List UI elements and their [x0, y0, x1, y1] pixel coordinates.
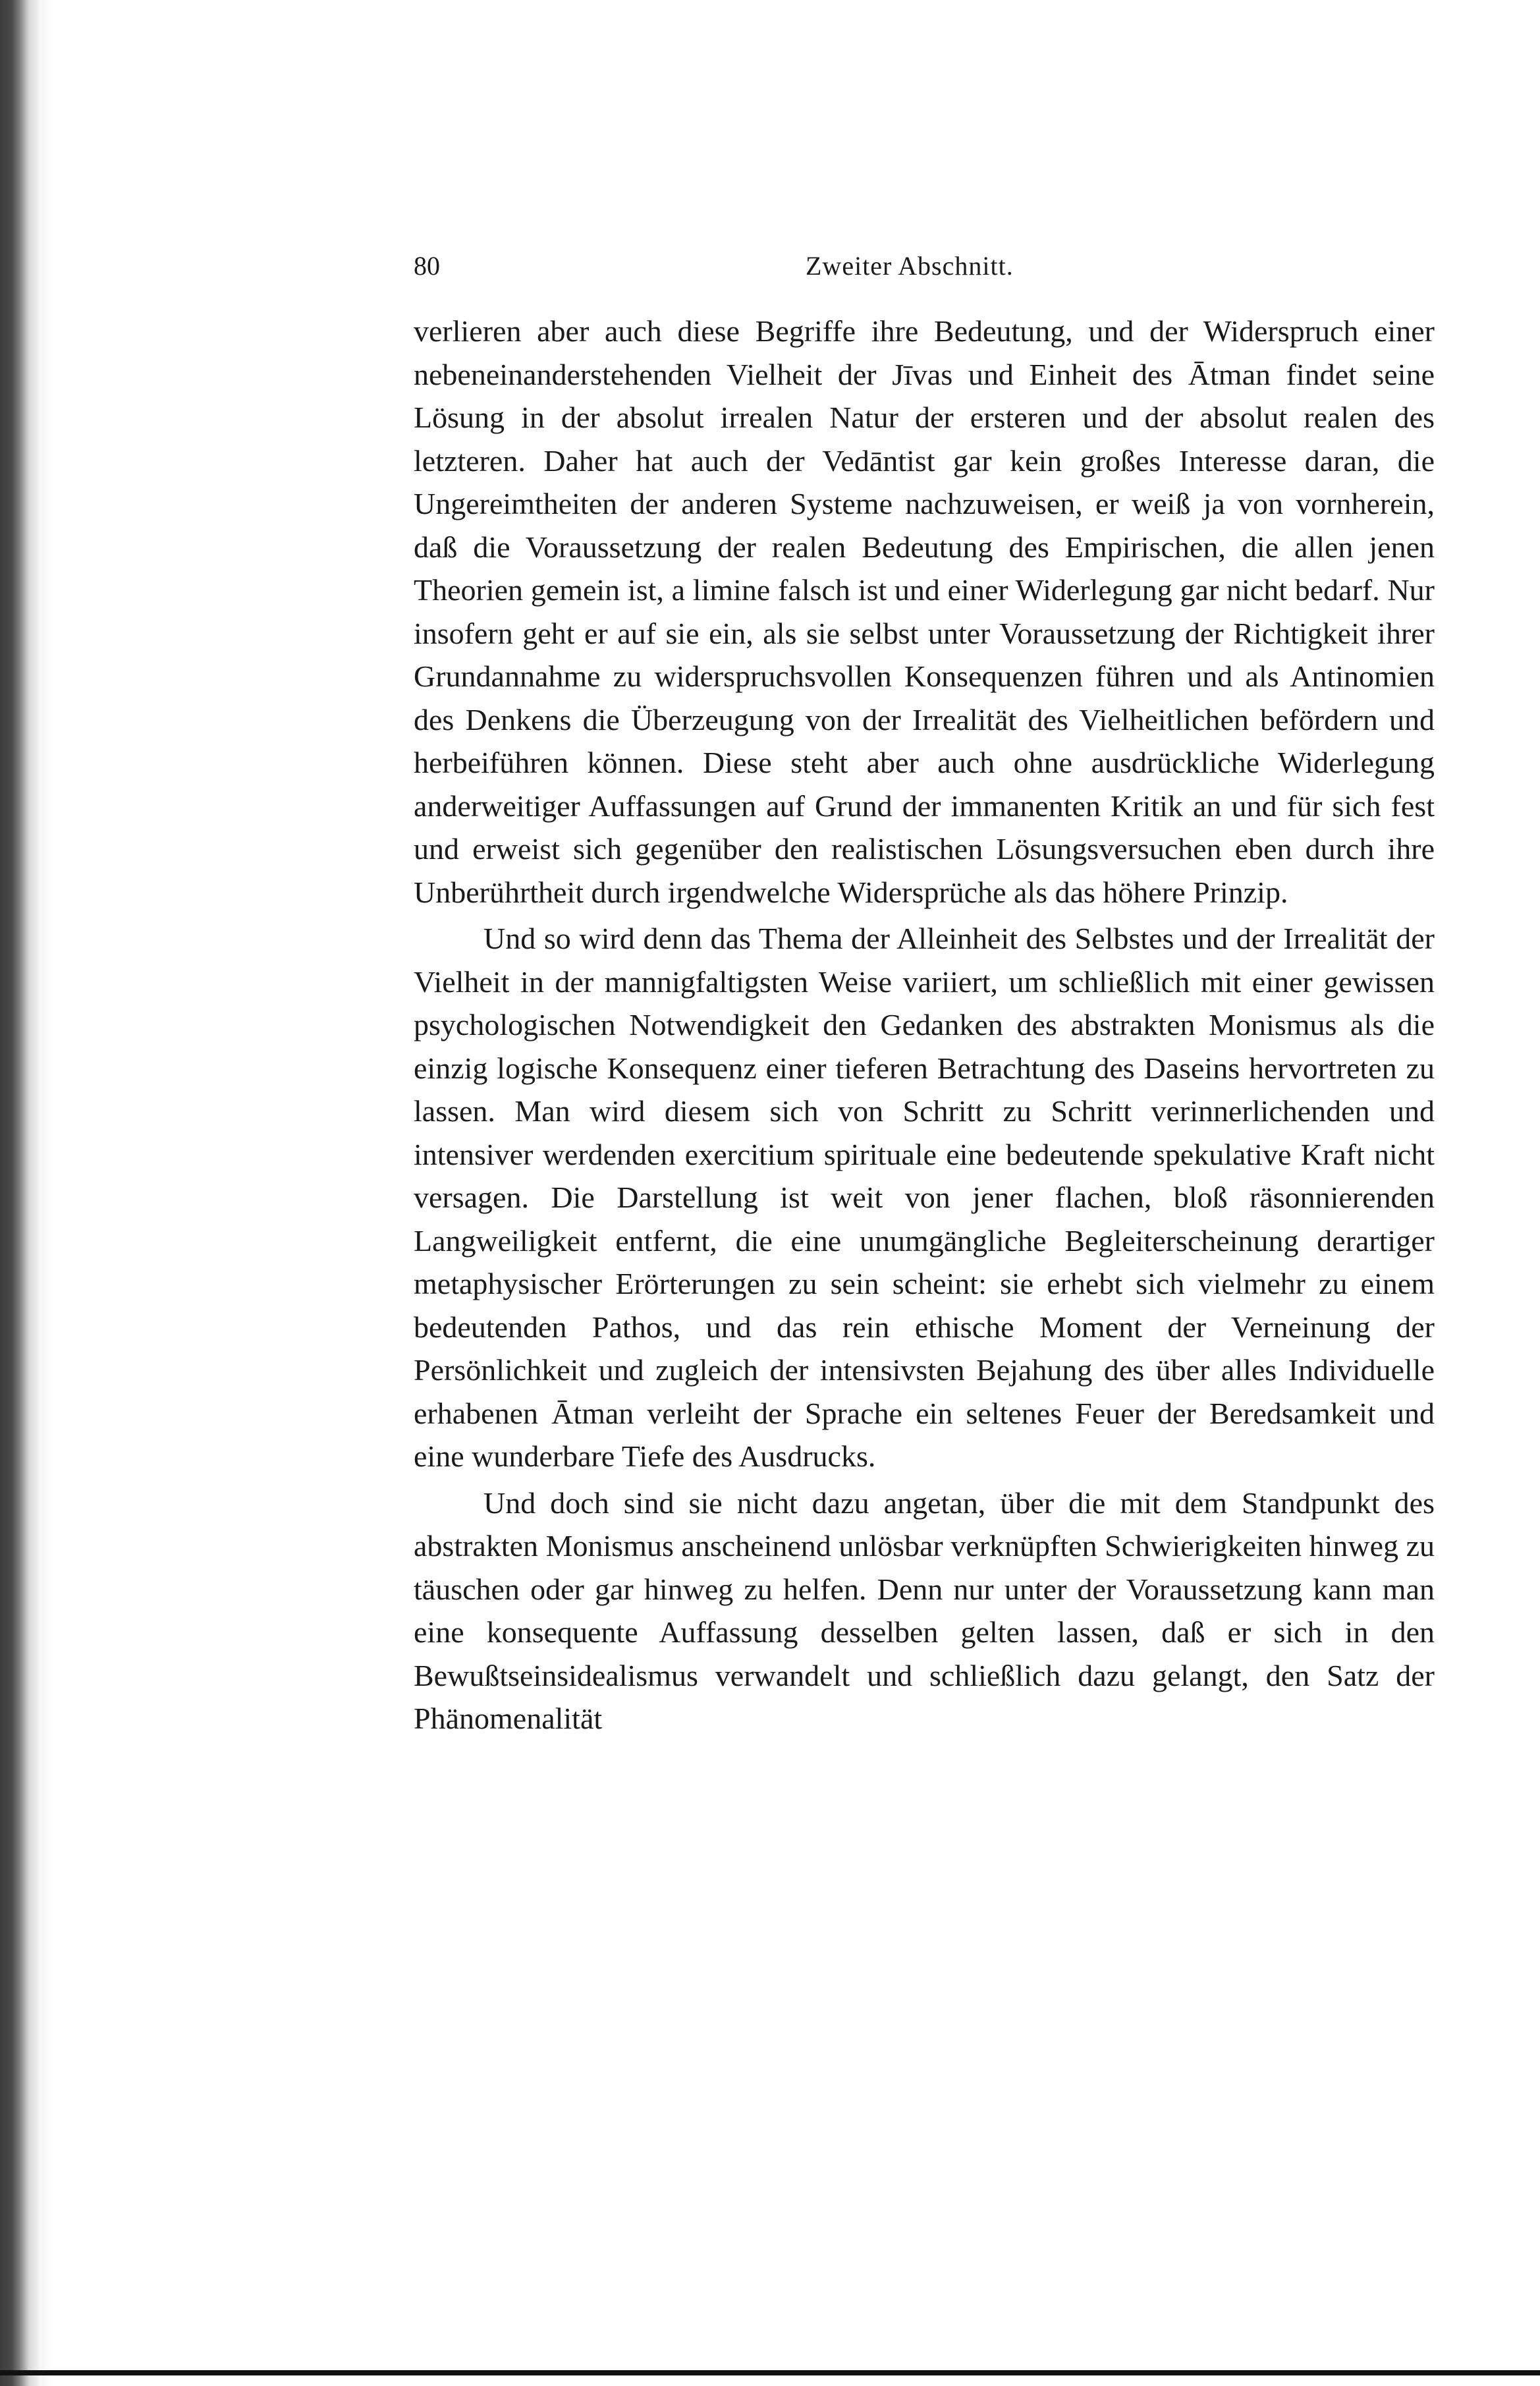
section-title: Zweiter Abschnitt.	[806, 251, 1014, 281]
scan-binding-edge	[0, 0, 53, 2386]
paragraph: Und so wird denn das Thema der Alleinheit des Selbstes und der Irrealität der Vielheit in der mannigfaltigsten Weise variiert, um schließlich mit einer gewissen psychologischen Notwendigkeit den Gedanken des abstrakten Monismus als die einzig logische Konsequenz einer tieferen Betrachtung des Daseins hervortreten zu lassen. Man wird diesem sich von Schritt zu Schritt verinnerlichenden und intensiver werdenden exercitium spirituale eine bedeutende spekulative Kraft nicht versagen. Die Darstellung ist weit von jener flachen, bloß räsonnierenden Langweiligkeit entfernt, die eine unumgängliche Begleiterscheinung derartiger metaphysischer Erörterungen zu sein scheint: sie erhebt sich vielmehr zu einem bedeutenden Pathos, und das rein ethische Moment der Verneinung der Persönlichkeit und zugleich der intensivsten Bejahung des über alles Individuelle erhabenen Ātman verleiht der Sprache ein seltenes Feuer der Beredsamkeit und eine wunderbare Tiefe des Ausdrucks.	[414, 922, 1435, 1473]
paragraph-continuation: verlieren aber auch diese Begriffe ihre Bedeutung, und der Widerspruch einer nebeneinanderstehenden Vielheit der Jīvas und Einheit des Ātman findet seine Lösung in der absolut irrealen Natur der ersteren und der absolut realen des letzteren. Daher hat auch der Vedāntist gar kein großes Interesse daran, die Ungereimtheiten der anderen Systeme nachzuweisen, er weiß ja von vornherein, daß die Voraussetzung der realen Bedeutung des Empirischen, die allen jenen Theorien gemein ist, a limine falsch ist und einer Widerlegung gar nicht bedarf. Nur insofern geht er auf sie ein, als sie selbst unter Voraussetzung der Richtigkeit ihrer Grundannahme zu widerspruchsvollen Konsequenzen führen und als Antinomien des Denkens die Überzeugung von der Irrealität des Vielheitlichen befördern und herbeiführen können. Diese steht aber auch ohne ausdrückliche Widerlegung anderweitiger Auffassungen auf Grund der immanenten Kritik an und für sich fest und erweist sich gegenüber den realistischen Lösungsversuchen eben durch ihre Unberührtheit durch irgendwelche Widersprüche als das höhere Prinzip.	[414, 314, 1435, 909]
page-number: 80	[414, 251, 440, 281]
book-page	[414, 250, 1435, 1744]
paragraph: Und doch sind sie nicht dazu angetan, über die mit dem Standpunkt des abstrakten Monismus anscheinend unlösbar verknüpften Schwierigkeiten hinweg zu täuschen oder gar hinweg zu helfen. Denn nur unter der Voraussetzung kann man eine konsequente Auffassung desselben gelten lassen, daß er sich in den Bewußtseinsidealismus verwandelt und schließlich dazu gelangt, den Satz der Phänomenalität	[414, 1485, 1435, 1735]
scan-bottom-edge	[0, 2370, 1540, 2375]
body-text	[414, 310, 1435, 1740]
running-head	[414, 250, 1435, 310]
